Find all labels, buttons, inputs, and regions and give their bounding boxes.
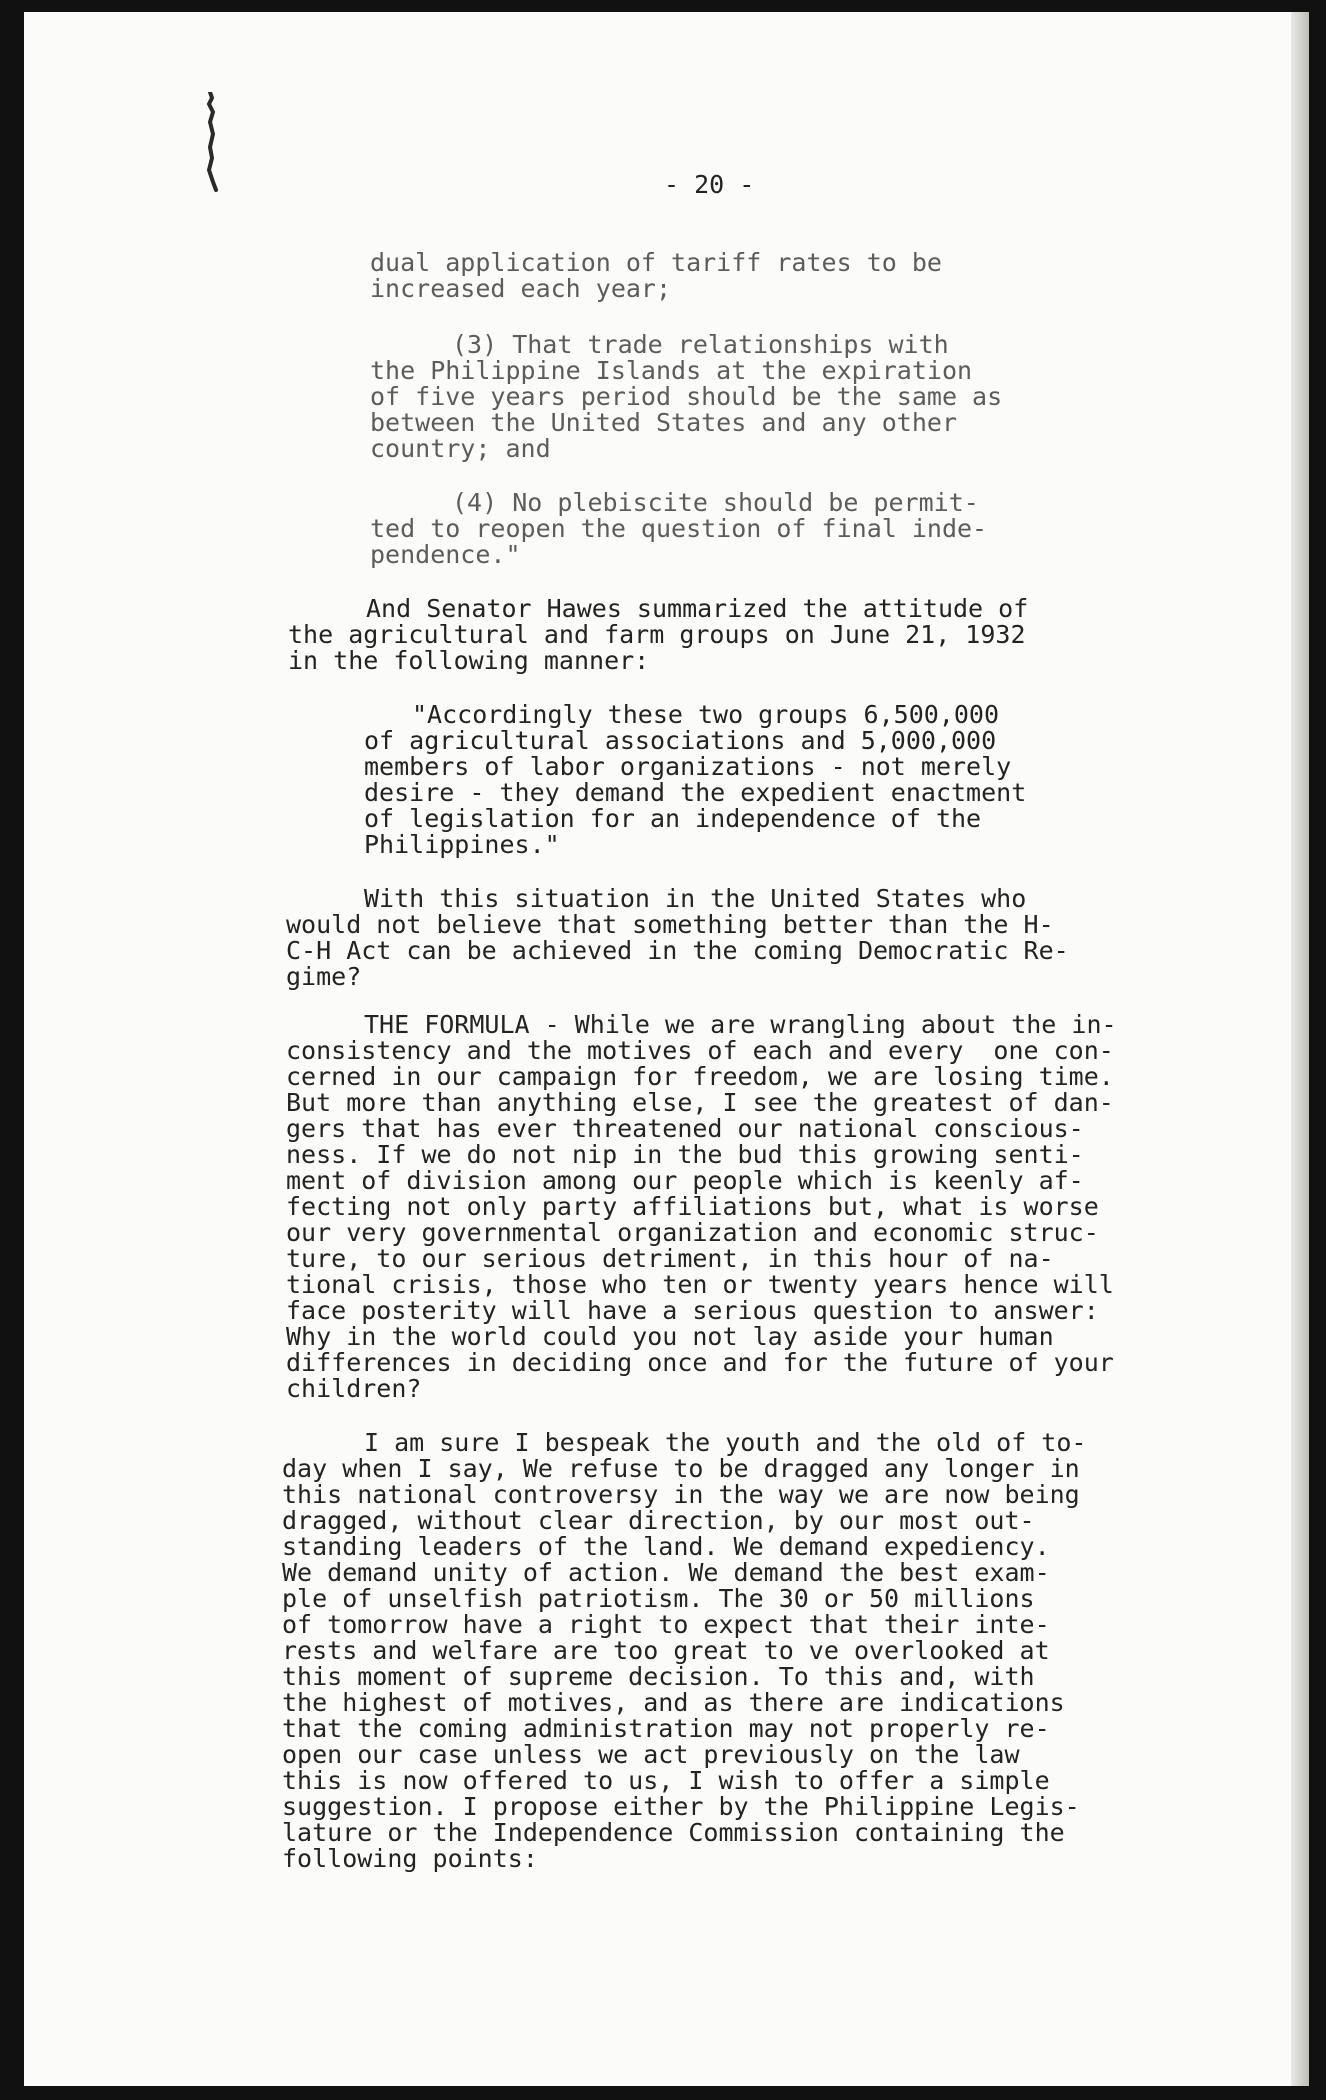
text-line: fecting not only party affiliations but, what is worse <box>286 1192 1099 1221</box>
text-line: dragged, without clear direction, by our most out- <box>282 1506 1035 1535</box>
text-line: And Senator Hawes summarized the attitude of <box>366 594 1029 623</box>
text-line: pendence." <box>370 540 521 569</box>
text-line: day when I say, We refuse to be dragged any longer in <box>282 1454 1080 1483</box>
text-line: increased each year; <box>370 274 672 303</box>
text-line: dual application of tariff rates to be <box>370 248 942 277</box>
text-line: our very governmental organization and economic struc- <box>286 1218 1099 1247</box>
text-line: We demand unity of action. We demand the best exam- <box>282 1558 1050 1587</box>
text-line: this national controversy in the way we are now being <box>282 1480 1080 1509</box>
text-line: this moment of supreme decision. To this and, with <box>282 1662 1035 1691</box>
text-line: children? <box>286 1374 422 1403</box>
typewritten-page <box>24 12 1309 2086</box>
text-line: ment of division among our people which is keenly af- <box>286 1166 1084 1195</box>
text-line: tional crisis, those who ten or twenty years hence will <box>286 1270 1114 1299</box>
text-line: With this situation in the United States who <box>364 884 1027 913</box>
text-line: of five years period should be the same as <box>370 382 1003 411</box>
text-line: the highest of motives, and as there are indications <box>282 1688 1065 1717</box>
text-line: country; and <box>370 434 551 463</box>
text-line: consistency and the motives of each and every one con- <box>286 1036 1114 1065</box>
text-line: in the following manner: <box>288 646 650 675</box>
text-line: cerned in our campaign for freedom, we are losing time. <box>286 1062 1114 1091</box>
page-edge-shadow <box>1291 12 1309 2086</box>
quote-line: of agricultural associations and 5,000,000 <box>364 726 997 755</box>
text-line: C-H Act can be achieved in the coming Democratic Re- <box>286 936 1069 965</box>
text-line: ted to reopen the question of final inde- <box>370 514 988 543</box>
text-line: lature or the Independence Commission containing the <box>282 1818 1065 1847</box>
text-line: standing leaders of the land. We demand expediency. <box>282 1532 1050 1561</box>
text-line: open our case unless we act previously on the law <box>282 1740 1020 1769</box>
text-line: between the United States and any other <box>370 408 957 437</box>
text-line: rests and welfare are too great to ve overlooked at <box>282 1636 1050 1665</box>
margin-pencil-mark <box>204 92 218 192</box>
text-line: suggestion. I propose either by the Philippine Legis- <box>282 1792 1080 1821</box>
text-line: of tomorrow have a right to expect that their inte- <box>282 1610 1050 1639</box>
text-line: ture, to our serious detriment, in this hour of na- <box>286 1244 1054 1273</box>
text-line: But more than anything else, I see the greatest of dan- <box>286 1088 1114 1117</box>
text-line: the agricultural and farm groups on June 21, 1932 <box>288 620 1026 649</box>
text-line: (4) No plebiscite should be permit- <box>452 488 979 517</box>
text-line: THE FORMULA - While we are wrangling about the in- <box>364 1010 1117 1039</box>
text-line: (3) That trade relationships with <box>452 330 949 359</box>
text-line: following points: <box>282 1844 538 1873</box>
quote-line: desire - they demand the expedient enactment <box>364 778 1027 807</box>
page-number: - 20 - <box>664 170 755 199</box>
text-line: differences in deciding once and for the future of your <box>286 1348 1114 1377</box>
text-line: that the coming administration may not properly re- <box>282 1714 1050 1743</box>
quote-line: "Accordingly these two groups 6,500,000 <box>412 700 999 729</box>
quote-line: members of labor organizations - not merely <box>364 752 1012 781</box>
text-line: ness. If we do not nip in the bud this growing senti- <box>286 1140 1084 1169</box>
text-line: I am sure I bespeak the youth and the old of to- <box>364 1428 1087 1457</box>
text-line: Why in the world could you not lay aside your human <box>286 1322 1054 1351</box>
text-line: would not believe that something better than the H- <box>286 910 1054 939</box>
quote-line: of legislation for an independence of the <box>364 804 982 833</box>
text-line: gers that has ever threatened our national conscious- <box>286 1114 1084 1143</box>
text-line: gime? <box>286 962 362 991</box>
text-line: this is now offered to us, I wish to offer a simple <box>282 1766 1050 1795</box>
text-line: the Philippine Islands at the expiration <box>370 356 973 385</box>
quote-line: Philippines." <box>364 830 560 859</box>
text-line: ple of unselfish patriotism. The 30 or 50 millions <box>282 1584 1035 1613</box>
text-line: face posterity will have a serious question to answer: <box>286 1296 1099 1325</box>
